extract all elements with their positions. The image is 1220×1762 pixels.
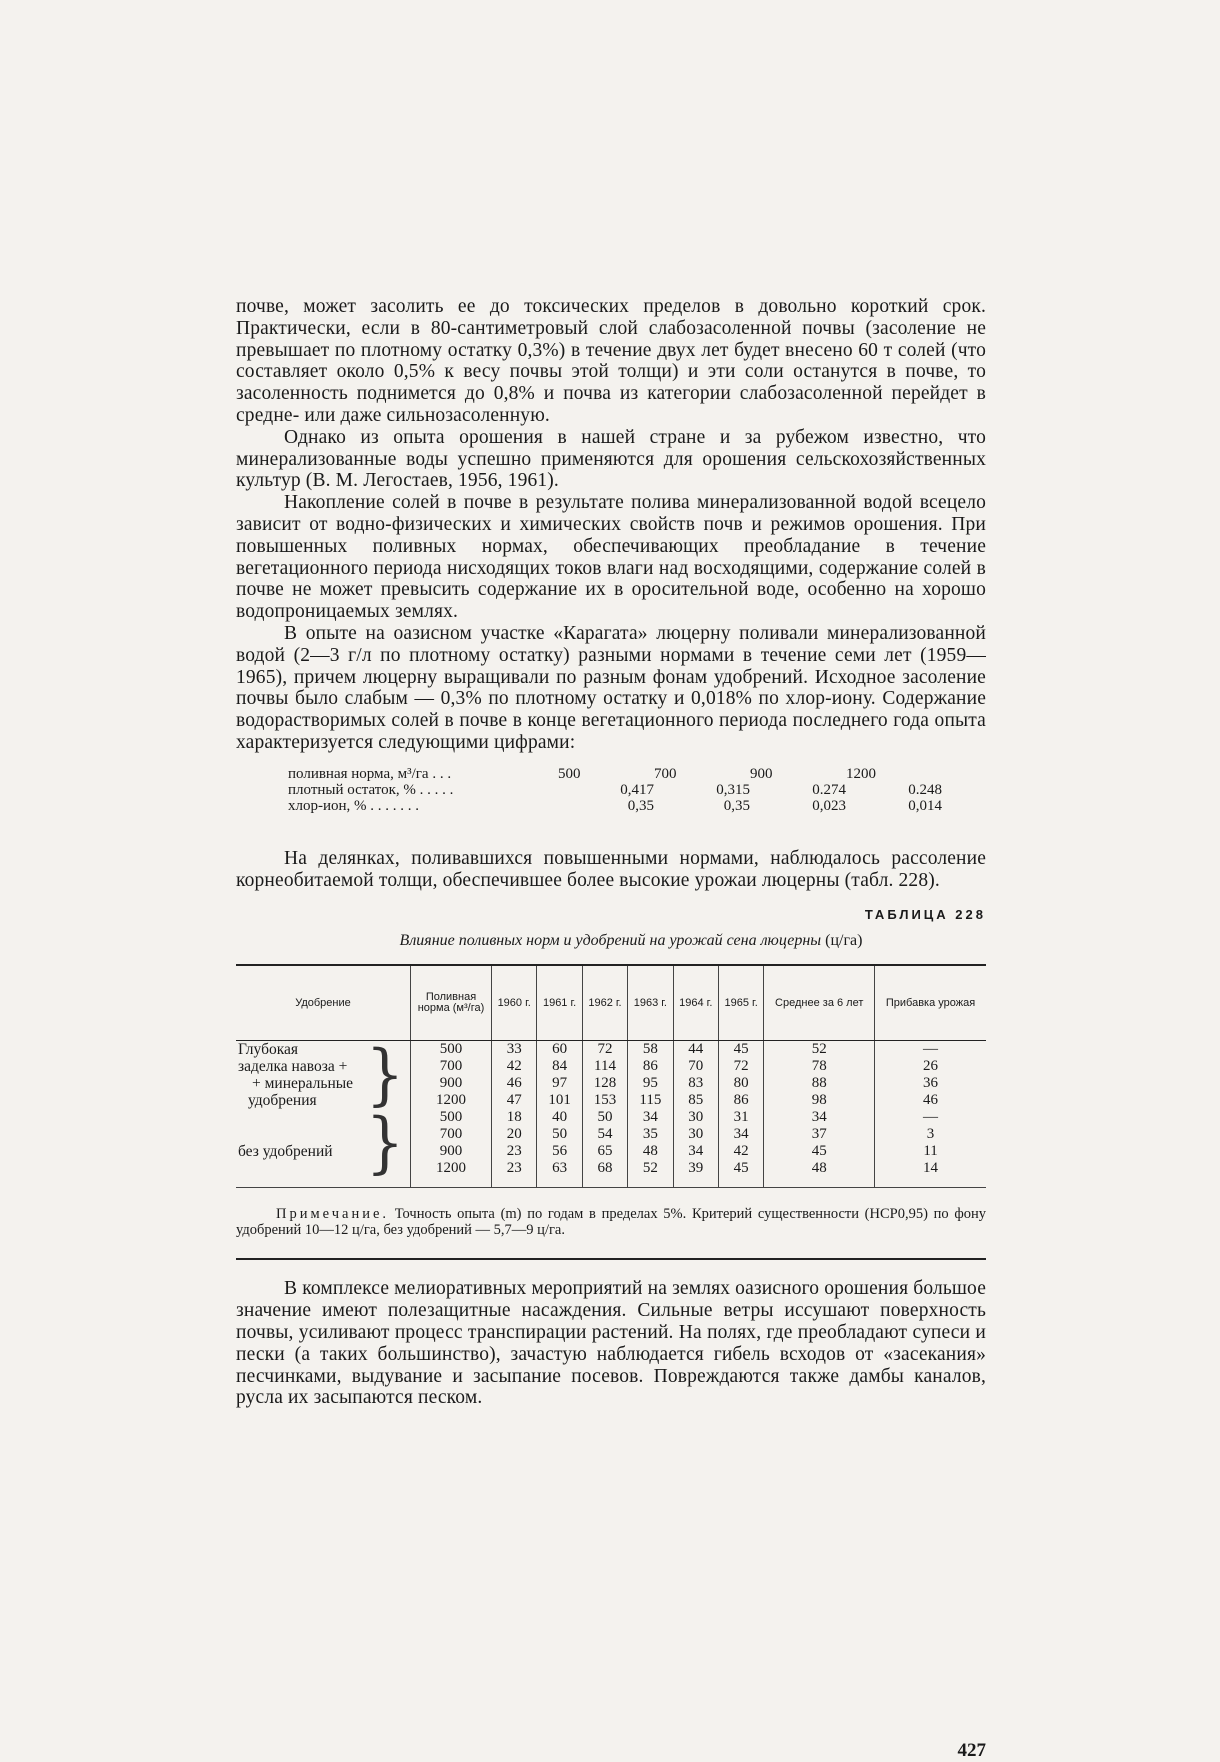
cell-value: 58 xyxy=(642,1041,658,1058)
paragraph-1: почве, может засолить ее до токсических пределов в довольно короткий срок. Практически, если в 80-сантиметровый слой слабозасоленной почвы (засоление не превышает по плотному остатку 0,3%) в течение двух лет будет внесено 60 т солей (что составляет около 0,5% к весу почвы этой толщи) и эти соли останутся в почве, то засоленность поднимется до 0,8% и почва из категории слабозасоленной перейдет в средне- или даже сильнозасоленную. xyxy=(236,296,986,426)
cell-value: 34 xyxy=(733,1126,749,1143)
table-group-fertilized xyxy=(236,1041,986,1110)
cell-value: 34 xyxy=(811,1109,827,1126)
cell-value: 50 xyxy=(597,1109,613,1126)
table-cell xyxy=(582,1109,627,1187)
brace-icon: } xyxy=(365,1036,404,1114)
table-cell xyxy=(492,1041,537,1110)
column-header: 1964 г. xyxy=(673,965,718,1041)
cell-value: 700 xyxy=(439,1126,463,1143)
cell-value: 101 xyxy=(548,1092,571,1109)
cell-value: 47 xyxy=(506,1092,522,1109)
cell-value: — xyxy=(923,1041,939,1058)
yield-table xyxy=(236,964,986,1187)
fertilizer-cell: Глубокая заделка навоза + + минеральные удобрения } xyxy=(238,1036,404,1114)
cell-value: 56 xyxy=(552,1143,568,1160)
cell-value: 48 xyxy=(642,1143,658,1160)
cell-value: 30 xyxy=(688,1126,704,1143)
cell-value: 36 xyxy=(923,1075,939,1092)
table-cell xyxy=(411,1041,492,1110)
cell-value: 34 xyxy=(642,1109,658,1126)
cell-value: 23 xyxy=(506,1143,522,1160)
cell-value: 83 xyxy=(688,1075,704,1092)
table-cell xyxy=(875,1041,986,1110)
param-row-chlorine: хлор-ион, % . . . . . . . 0,35 0,35 0,023 0,014 xyxy=(288,797,942,814)
table-cell xyxy=(582,1041,627,1110)
table-cell xyxy=(628,1041,673,1110)
cell-value: 46 xyxy=(506,1075,522,1092)
cell-value: 86 xyxy=(642,1058,658,1075)
cell-value: 20 xyxy=(506,1126,522,1143)
table-cell xyxy=(492,1109,537,1187)
cell-value: 70 xyxy=(688,1058,704,1075)
table-cell xyxy=(718,1041,763,1110)
cell-value: 26 xyxy=(923,1058,939,1075)
cell-value: 40 xyxy=(552,1109,568,1126)
cell-value: 97 xyxy=(552,1075,568,1092)
column-header: 1965 г. xyxy=(718,965,763,1041)
table-cell xyxy=(673,1109,718,1187)
cell-value: 700 xyxy=(439,1058,463,1075)
paragraph-5: На делянках, поливавшихся повышенными нормами, наблюдалось рассоление корнеобитаемой толщи, обеспечившее более высокие урожаи люцерны (табл. 228). xyxy=(236,847,986,891)
cell-value: 46 xyxy=(923,1092,939,1109)
cell-value: 1200 xyxy=(436,1160,466,1177)
table-header-row xyxy=(236,965,986,1041)
table-cell xyxy=(764,1109,875,1187)
cell-value: 65 xyxy=(597,1143,613,1160)
cell-value: 63 xyxy=(552,1160,568,1177)
paragraph-2: Однако из опыта орошения в нашей стране и за рубежом известно, что минерализованные воды успешно применяются для орошения сельскохозяйственных культур (В. М. Легостаев, 1956, 1961). xyxy=(236,426,986,492)
cell-value: 900 xyxy=(439,1075,463,1092)
cell-value: 45 xyxy=(811,1143,827,1160)
cell-value: 39 xyxy=(688,1160,704,1177)
table-group-unfertilized xyxy=(236,1109,986,1187)
cell-value: 44 xyxy=(688,1041,704,1058)
param-row-norm: поливная норма, м³/га . . . 500 700 900 1200 xyxy=(288,765,876,782)
cell-value: 88 xyxy=(811,1075,827,1092)
cell-value: 114 xyxy=(594,1058,616,1075)
paragraph-4: В опыте на оазисном участке «Карагата» люцерну поливали минерализованной водой (2—3 г/л по плотному остатку) разными нормами в течение семи лет (1959—1965), причем люцерну выращивали по разным фонам удобрений. Исходное засоление почвы было слабым — 0,3% по плотному остатку и 0,018% по хлор-иону. Содержание водорастворимых солей в почве в конце вегетационного периода последнего года опыта характеризуется следующими цифрами: xyxy=(236,622,986,753)
column-header: Удобрение xyxy=(236,965,411,1041)
table-bottom-rule xyxy=(236,1187,986,1188)
table-cell xyxy=(537,1041,582,1110)
table-cell xyxy=(411,1109,492,1187)
cell-value: 42 xyxy=(733,1143,749,1160)
cell-value: 84 xyxy=(552,1058,568,1075)
cell-value: 86 xyxy=(733,1092,749,1109)
table-cell xyxy=(537,1109,582,1187)
cell-value: 98 xyxy=(811,1092,827,1109)
column-header: Среднее за 6 лет xyxy=(764,965,875,1041)
table-cell xyxy=(628,1109,673,1187)
table-caption: Влияние поливных норм и удобрений на урожай сена люцерны (ц/га) xyxy=(399,932,863,950)
cell-value: 60 xyxy=(552,1041,568,1058)
cell-value: 42 xyxy=(506,1058,522,1075)
table-cell xyxy=(764,1041,875,1110)
book-page xyxy=(236,296,986,1761)
cell-value: 45 xyxy=(733,1041,749,1058)
cell-value: 500 xyxy=(439,1041,463,1058)
cell-value: 54 xyxy=(597,1126,613,1143)
page-number: 427 xyxy=(957,1740,986,1761)
fertilizer-cell: без удобрений } xyxy=(238,1104,404,1182)
cell-value: 34 xyxy=(688,1143,704,1160)
brace-icon: } xyxy=(365,1104,404,1182)
paragraph-6: В комплексе мелиоративных мероприятий на землях оазисного орошения большое значение имеют полезащитные насаждения. Сильные ветры иссушают поверхность почвы, усиливают процесс транспирации растений. На полях, где преобладают супеси и пески (а таких большинство), зачастую наблюдается гибель всходов от «засекания» песчинками, выдувание и засыпание посевов. Повреждаются также дамбы каналов, русла их засыпаются песком. xyxy=(236,1278,986,1409)
table-cell xyxy=(875,1109,986,1187)
cell-value: 500 xyxy=(439,1109,463,1126)
cell-value: 128 xyxy=(593,1075,617,1092)
cell-value: 11 xyxy=(923,1143,938,1160)
cell-value: — xyxy=(923,1109,939,1126)
cell-value: 72 xyxy=(733,1058,749,1075)
cell-value: 72 xyxy=(597,1041,613,1058)
cell-value: 31 xyxy=(733,1109,749,1126)
table-cell xyxy=(673,1041,718,1110)
salt-parameters xyxy=(288,766,986,814)
cell-value: 50 xyxy=(552,1126,568,1143)
cell-value: 33 xyxy=(506,1041,522,1058)
cell-value: 153 xyxy=(593,1092,617,1109)
cell-value: 30 xyxy=(688,1109,704,1126)
cell-value: 900 xyxy=(439,1143,463,1160)
column-header: 1963 г. xyxy=(628,965,673,1041)
cell-value: 80 xyxy=(733,1075,749,1092)
cell-value: 68 xyxy=(597,1160,613,1177)
cell-value: 52 xyxy=(811,1041,827,1058)
table-note: Примечание. Точность опыта (m) по годам в пределах 5%. Критерий существенности (НСР0,95) по фону удобрений 10—12 ц/га, без удобрений — 5,7—9 ц/га. xyxy=(236,1206,986,1239)
cell-value: 115 xyxy=(639,1092,662,1109)
param-row-residue: плотный остаток, % . . . . . 0,417 0,315 0.274 0.248 xyxy=(288,781,942,798)
cell-value: 23 xyxy=(506,1160,522,1177)
cell-value: 35 xyxy=(642,1126,658,1143)
cell-value: 95 xyxy=(642,1075,658,1092)
column-header: 1960 г. xyxy=(492,965,537,1041)
column-header: 1962 г. xyxy=(582,965,627,1041)
section-divider xyxy=(236,1258,986,1260)
column-header: Поливная норма (м³/га) xyxy=(411,965,492,1041)
paragraph-3: Накопление солей в почве в результате полива минерализованной водой всецело зависит от водно-физических и химических свойств почв и режимов орошения. При повышенных поливных нормах, обеспечивающих преобладание в течение вегетационного периода нисходящих токов влаги над восходящими, содержание солей в почве не может превысить содержание их в оросительной воде, особенно на хорошо водопроницаемых землях. xyxy=(236,492,986,623)
cell-value: 52 xyxy=(642,1160,658,1177)
cell-value: 85 xyxy=(688,1092,704,1109)
table-label: ТАБЛИЦА 228 xyxy=(864,907,986,923)
column-header: 1961 г. xyxy=(537,965,582,1041)
cell-value: 78 xyxy=(811,1058,827,1075)
cell-value: 18 xyxy=(506,1109,522,1126)
cell-value: 45 xyxy=(733,1160,749,1177)
cell-value: 3 xyxy=(926,1126,935,1143)
cell-value: 48 xyxy=(811,1160,827,1177)
cell-value: 14 xyxy=(923,1160,939,1177)
column-header: Прибавка урожая xyxy=(875,965,986,1041)
cell-value: 1200 xyxy=(436,1092,466,1109)
table-cell xyxy=(718,1109,763,1187)
cell-value: 37 xyxy=(811,1126,827,1143)
